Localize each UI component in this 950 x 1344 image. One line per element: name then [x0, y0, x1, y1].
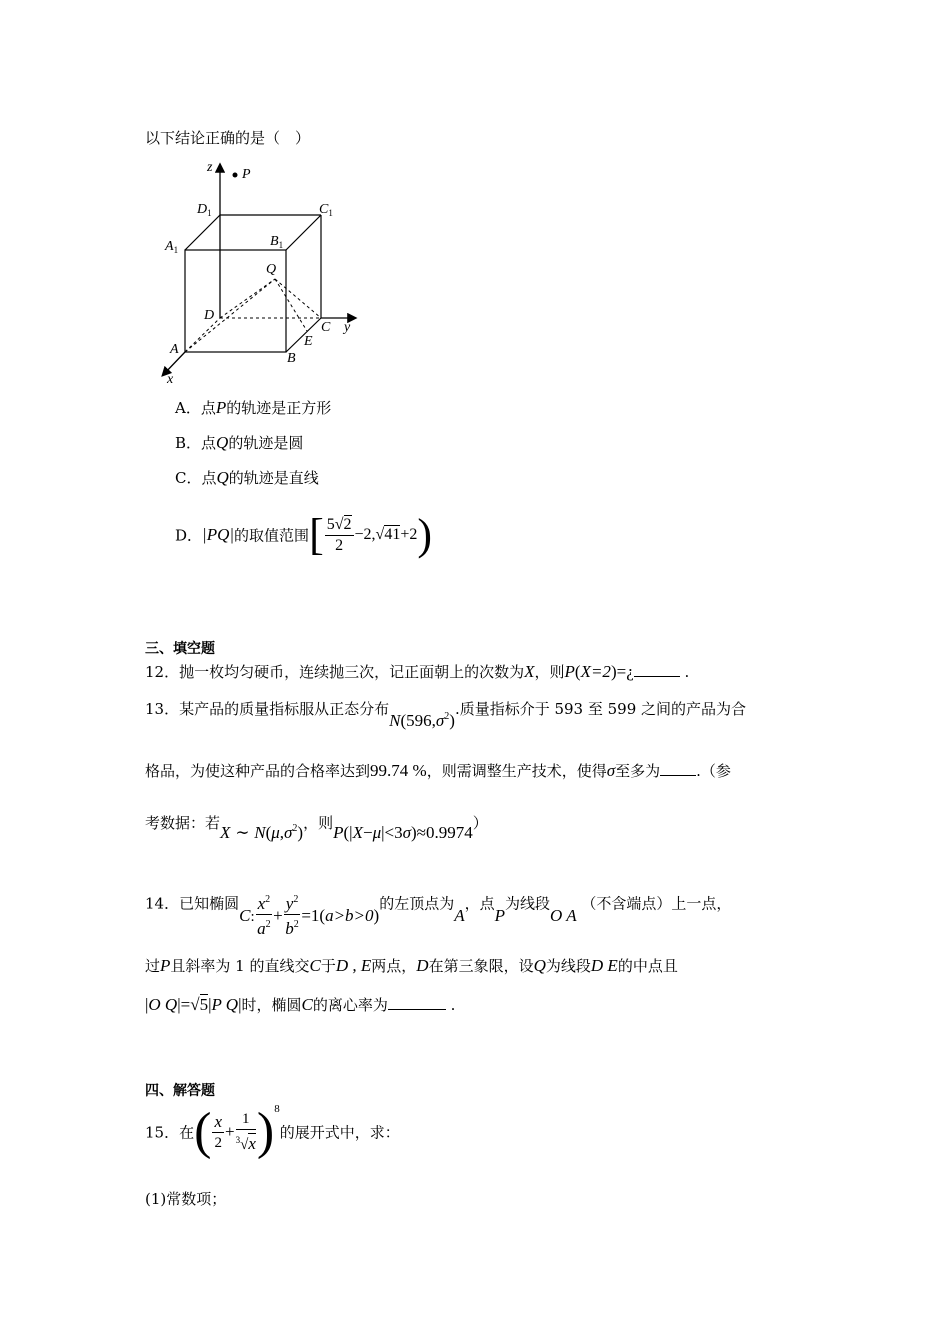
section-answer-title: 四、解答题 — [145, 1083, 215, 1099]
question-14-line2: 过P且斜率为 1 的直线交C于D , E两点，D在第三象限，设Q为线段D E的中点且 — [145, 956, 678, 975]
label-A1: $A_1$ — [165, 239, 179, 255]
point-P — [233, 173, 238, 178]
option-a: A．点P的轨迹是正方形 — [175, 398, 332, 417]
question-14-line3: |O Q|=√5|P Q|时，椭圆C的离心率为 . — [145, 995, 456, 1014]
label-Q: Q — [266, 262, 277, 277]
question-15: 15．在( $\frac{x}{2}$ + $\frac{1}{^3√x}$ )$^8$的展开式中，求： — [145, 1103, 400, 1160]
question-15-part-1: (1)常数项； — [145, 1190, 227, 1208]
label-P: P — [242, 167, 251, 182]
label-D1: $D_1$ — [197, 202, 212, 218]
label-B: B — [287, 351, 296, 366]
label-x: x — [167, 372, 174, 387]
question-14-line1: 14．已知椭圆C: $\frac{x^2}{a^2}$ + $\frac{y^2}{b^2}$ =1(a>b>0)的左顶点为A，点P为线段O A （不含端点）上一点， — [145, 880, 731, 929]
label-A: A — [170, 342, 179, 357]
question-13-line2: 格品，为使这种产品的合格率达到99.74 %，则需调整生产技术，使得σ至多为 .（参 — [145, 761, 731, 780]
label-C: C — [321, 320, 331, 335]
label-D: D — [204, 308, 215, 323]
label-C1: $C_1$ — [319, 202, 333, 218]
answer-blank-14[interactable] — [388, 995, 446, 1010]
label-z: z — [207, 160, 213, 175]
option-d: D．|PQ|的取值范围[ $\frac{5√2}{2}$ −2,√41+2) — [175, 510, 432, 559]
option-c: C．点Q的轨迹是直线 — [175, 468, 319, 487]
answer-blank-13[interactable] — [660, 761, 696, 776]
answer-blank-12[interactable] — [634, 662, 680, 677]
label-y: y — [344, 320, 351, 335]
segment-QE — [275, 279, 307, 331]
segment-AQ — [185, 279, 275, 352]
q11-stem: 以下结论正确的是（ ） — [145, 129, 311, 147]
option-b: B．点Q的轨迹是圆 — [175, 433, 304, 452]
question-12: 12．抛一枚均匀硬币，连续抛三次，记正面朝上的次数为X，则P(X=2)=¿ . — [145, 662, 690, 681]
question-13-line3: 考数据：若X ∼ $N(\mu,\sigma^2)$，则P(|X−μ|<3σ)≈0.9974） — [145, 814, 488, 842]
label-B1: $B_1$ — [270, 234, 284, 250]
cube-figure — [155, 155, 365, 390]
question-13-line1: 13．某产品的质量指标服从正态分布$N(596,\sigma^2)$.质量指标介于 593 至 599 之间的产品为合 — [145, 700, 747, 730]
label-E: E — [304, 334, 313, 349]
section-fill-in-title: 三、填空题 — [145, 641, 215, 657]
